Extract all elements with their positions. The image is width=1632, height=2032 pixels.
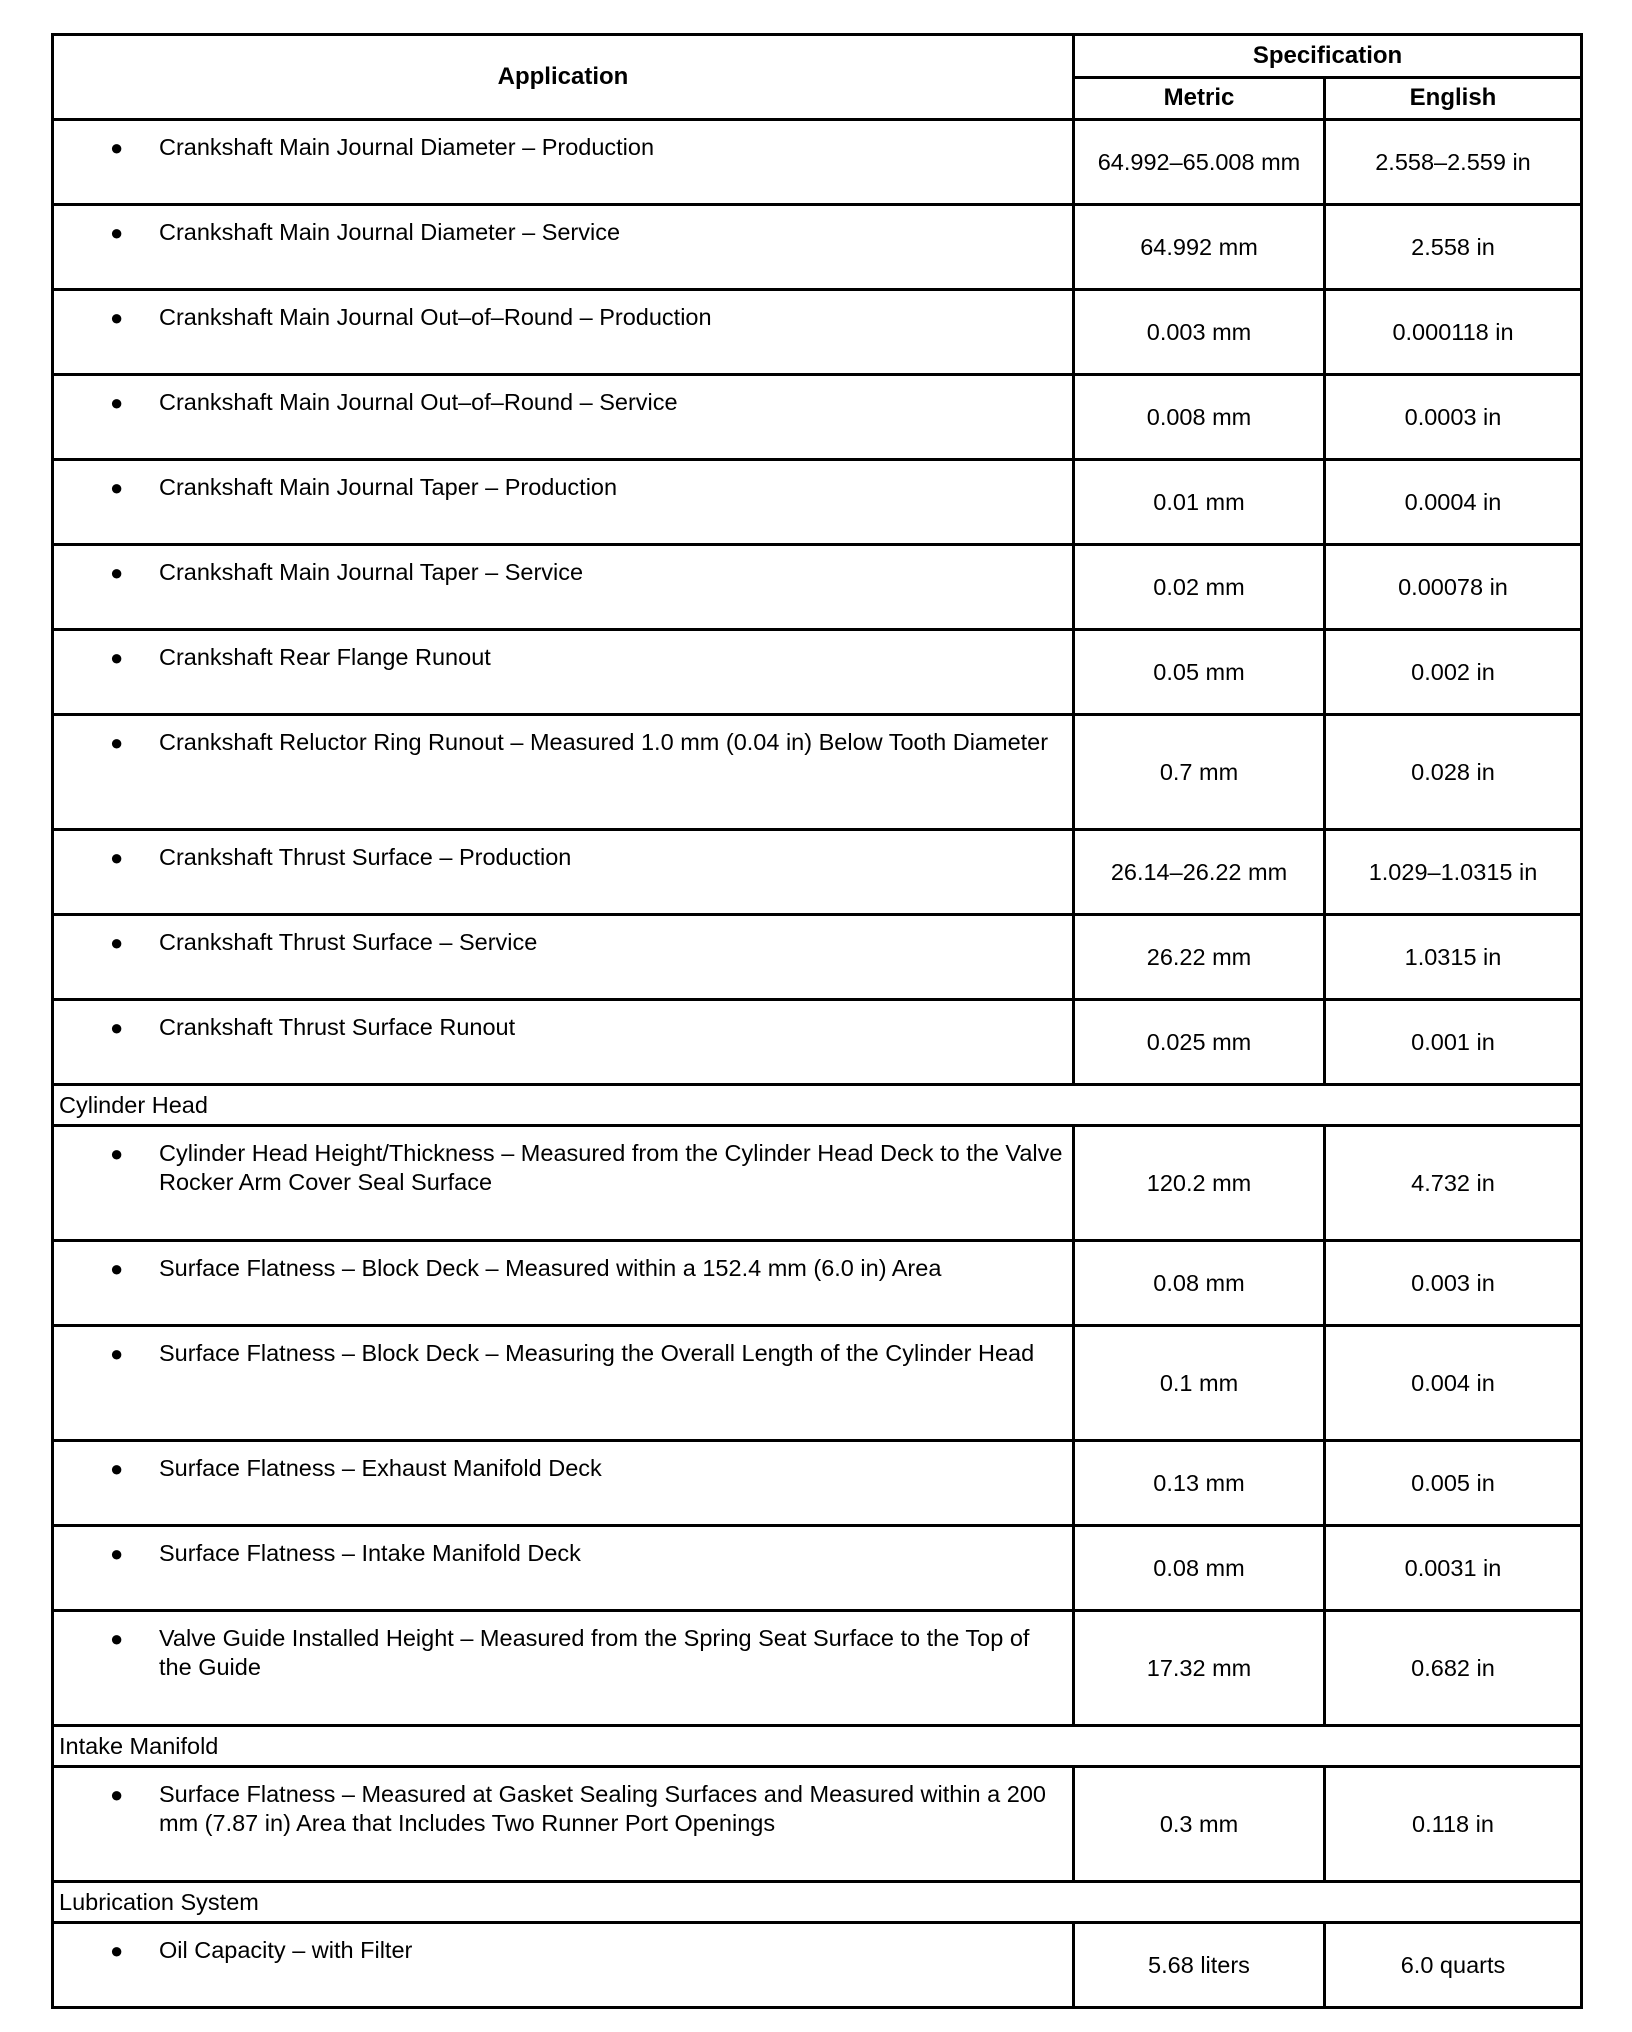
- application-text: Crankshaft Main Journal Taper – Service: [159, 559, 584, 585]
- section-heading: Lubrication System: [53, 1882, 1582, 1923]
- table-row: [53, 1000, 1582, 1085]
- metric-value: 26.22 mm: [1074, 915, 1325, 1000]
- application-text: Crankshaft Main Journal Taper – Production: [159, 474, 618, 500]
- application-cell: [53, 545, 1074, 630]
- header-specification: Specification: [1074, 35, 1582, 78]
- application-cell: [53, 1000, 1074, 1085]
- english-value: 0.682 in: [1325, 1611, 1582, 1726]
- english-value: 1.0315 in: [1325, 915, 1582, 1000]
- table-row: [53, 830, 1582, 915]
- metric-value: 120.2 mm: [1074, 1126, 1325, 1241]
- table-row: [53, 630, 1582, 715]
- english-value: 2.558–2.559 in: [1325, 120, 1582, 205]
- english-value: 0.028 in: [1325, 715, 1582, 830]
- application-cell: [53, 375, 1074, 460]
- bullet-icon: ●: [110, 560, 124, 585]
- application-text: Surface Flatness – Measured at Gasket Sealing Surfaces and Measured within a 200 mm (7.87 in) Area that Includes Two Runner Port Openings: [159, 1781, 1046, 1836]
- application-cell: [53, 1241, 1074, 1326]
- metric-value: 0.008 mm: [1074, 375, 1325, 460]
- application-cell: [53, 290, 1074, 375]
- bullet-icon: ●: [110, 135, 124, 160]
- bullet-icon: ●: [110, 1141, 124, 1166]
- english-value: 2.558 in: [1325, 205, 1582, 290]
- table-row: [53, 375, 1582, 460]
- application-text: Surface Flatness – Block Deck – Measuring the Overall Length of the Cylinder Head: [159, 1340, 1035, 1366]
- application-cell: [53, 715, 1074, 830]
- application-cell: [53, 1526, 1074, 1611]
- application-cell: [53, 205, 1074, 290]
- bullet-icon: ●: [110, 645, 124, 670]
- application-cell: [53, 1923, 1074, 2008]
- spec-table-body: [53, 120, 1582, 2008]
- table-row: [53, 1923, 1582, 2008]
- section-heading: Intake Manifold: [53, 1726, 1582, 1767]
- english-value: 0.005 in: [1325, 1441, 1582, 1526]
- bullet-icon: ●: [110, 1456, 124, 1481]
- metric-value: 0.13 mm: [1074, 1441, 1325, 1526]
- application-cell: [53, 915, 1074, 1000]
- bullet-icon: ●: [110, 1626, 124, 1651]
- english-value: 1.029–1.0315 in: [1325, 830, 1582, 915]
- application-cell: [53, 1441, 1074, 1526]
- bullet-icon: ●: [110, 930, 124, 955]
- application-text: Valve Guide Installed Height – Measured from the Spring Seat Surface to the Top of the Guide: [159, 1625, 1030, 1680]
- section-row: [53, 1726, 1582, 1767]
- table-row: [53, 290, 1582, 375]
- bullet-icon: ●: [110, 730, 124, 755]
- application-cell: [53, 1126, 1074, 1241]
- table-row: [53, 1767, 1582, 1882]
- bullet-icon: ●: [110, 1782, 124, 1807]
- metric-value: 0.3 mm: [1074, 1767, 1325, 1882]
- english-value: 0.003 in: [1325, 1241, 1582, 1326]
- bullet-icon: ●: [110, 845, 124, 870]
- application-cell: [53, 1611, 1074, 1726]
- section-heading: Cylinder Head: [53, 1085, 1582, 1126]
- metric-value: 0.08 mm: [1074, 1526, 1325, 1611]
- application-text: Crankshaft Thrust Surface Runout: [159, 1014, 516, 1040]
- english-value: 0.004 in: [1325, 1326, 1582, 1441]
- application-text: Surface Flatness – Intake Manifold Deck: [159, 1540, 581, 1566]
- table-row: [53, 915, 1582, 1000]
- bullet-icon: ●: [110, 390, 124, 415]
- metric-value: 0.025 mm: [1074, 1000, 1325, 1085]
- application-cell: [53, 1767, 1074, 1882]
- spec-table: [51, 33, 1583, 2009]
- bullet-icon: ●: [110, 1938, 124, 1963]
- table-row: [53, 545, 1582, 630]
- bullet-icon: ●: [110, 1015, 124, 1040]
- header-english: English: [1325, 77, 1582, 120]
- table-row: [53, 1611, 1582, 1726]
- application-text: Crankshaft Reluctor Ring Runout – Measured 1.0 mm (0.04 in) Below Tooth Diameter: [159, 729, 1049, 755]
- metric-value: 0.05 mm: [1074, 630, 1325, 715]
- metric-value: 0.01 mm: [1074, 460, 1325, 545]
- metric-value: 26.14–26.22 mm: [1074, 830, 1325, 915]
- table-row: [53, 1126, 1582, 1241]
- bullet-icon: ●: [110, 1541, 124, 1566]
- bullet-icon: ●: [110, 220, 124, 245]
- application-cell: [53, 120, 1074, 205]
- english-value: 0.00078 in: [1325, 545, 1582, 630]
- english-value: 4.732 in: [1325, 1126, 1582, 1241]
- english-value: 0.0004 in: [1325, 460, 1582, 545]
- section-row: [53, 1882, 1582, 1923]
- application-cell: [53, 1326, 1074, 1441]
- application-text: Crankshaft Rear Flange Runout: [159, 644, 491, 670]
- application-cell: [53, 460, 1074, 545]
- bullet-icon: ●: [110, 1256, 124, 1281]
- application-text: Crankshaft Main Journal Diameter – Service: [159, 219, 621, 245]
- application-text: Crankshaft Main Journal Out–of–Round – Service: [159, 389, 678, 415]
- english-value: 0.000118 in: [1325, 290, 1582, 375]
- metric-value: 0.7 mm: [1074, 715, 1325, 830]
- application-text: Surface Flatness – Exhaust Manifold Deck: [159, 1455, 602, 1481]
- table-row: [53, 1441, 1582, 1526]
- table-row: [53, 1526, 1582, 1611]
- application-text: Cylinder Head Height/Thickness – Measured from the Cylinder Head Deck to the Valve Rocker Arm Cover Seal Surface: [159, 1140, 1063, 1195]
- metric-value: 64.992–65.008 mm: [1074, 120, 1325, 205]
- application-text: Crankshaft Thrust Surface – Production: [159, 844, 572, 870]
- table-row: [53, 715, 1582, 830]
- english-value: 6.0 quarts: [1325, 1923, 1582, 2008]
- english-value: 0.0003 in: [1325, 375, 1582, 460]
- application-text: Crankshaft Main Journal Out–of–Round – Production: [159, 304, 712, 330]
- metric-value: 17.32 mm: [1074, 1611, 1325, 1726]
- bullet-icon: ●: [110, 305, 124, 330]
- application-text: Oil Capacity – with Filter: [159, 1937, 413, 1963]
- application-text: Crankshaft Thrust Surface – Service: [159, 929, 538, 955]
- header-application: Application: [53, 35, 1074, 120]
- metric-value: 64.992 mm: [1074, 205, 1325, 290]
- english-value: 0.002 in: [1325, 630, 1582, 715]
- metric-value: 0.1 mm: [1074, 1326, 1325, 1441]
- table-row: [53, 1326, 1582, 1441]
- application-cell: [53, 830, 1074, 915]
- english-value: 0.118 in: [1325, 1767, 1582, 1882]
- metric-value: 0.08 mm: [1074, 1241, 1325, 1326]
- table-row: [53, 205, 1582, 290]
- metric-value: 0.003 mm: [1074, 290, 1325, 375]
- bullet-icon: ●: [110, 475, 124, 500]
- metric-value: 0.02 mm: [1074, 545, 1325, 630]
- application-cell: [53, 630, 1074, 715]
- bullet-icon: ●: [110, 1341, 124, 1366]
- application-text: Crankshaft Main Journal Diameter – Production: [159, 134, 655, 160]
- table-row: [53, 120, 1582, 205]
- section-row: [53, 1085, 1582, 1126]
- application-text: Surface Flatness – Block Deck – Measured within a 152.4 mm (6.0 in) Area: [159, 1255, 942, 1281]
- table-row: [53, 1241, 1582, 1326]
- english-value: 0.0031 in: [1325, 1526, 1582, 1611]
- table-row: [53, 460, 1582, 545]
- metric-value: 5.68 liters: [1074, 1923, 1325, 2008]
- header-metric: Metric: [1074, 77, 1325, 120]
- english-value: 0.001 in: [1325, 1000, 1582, 1085]
